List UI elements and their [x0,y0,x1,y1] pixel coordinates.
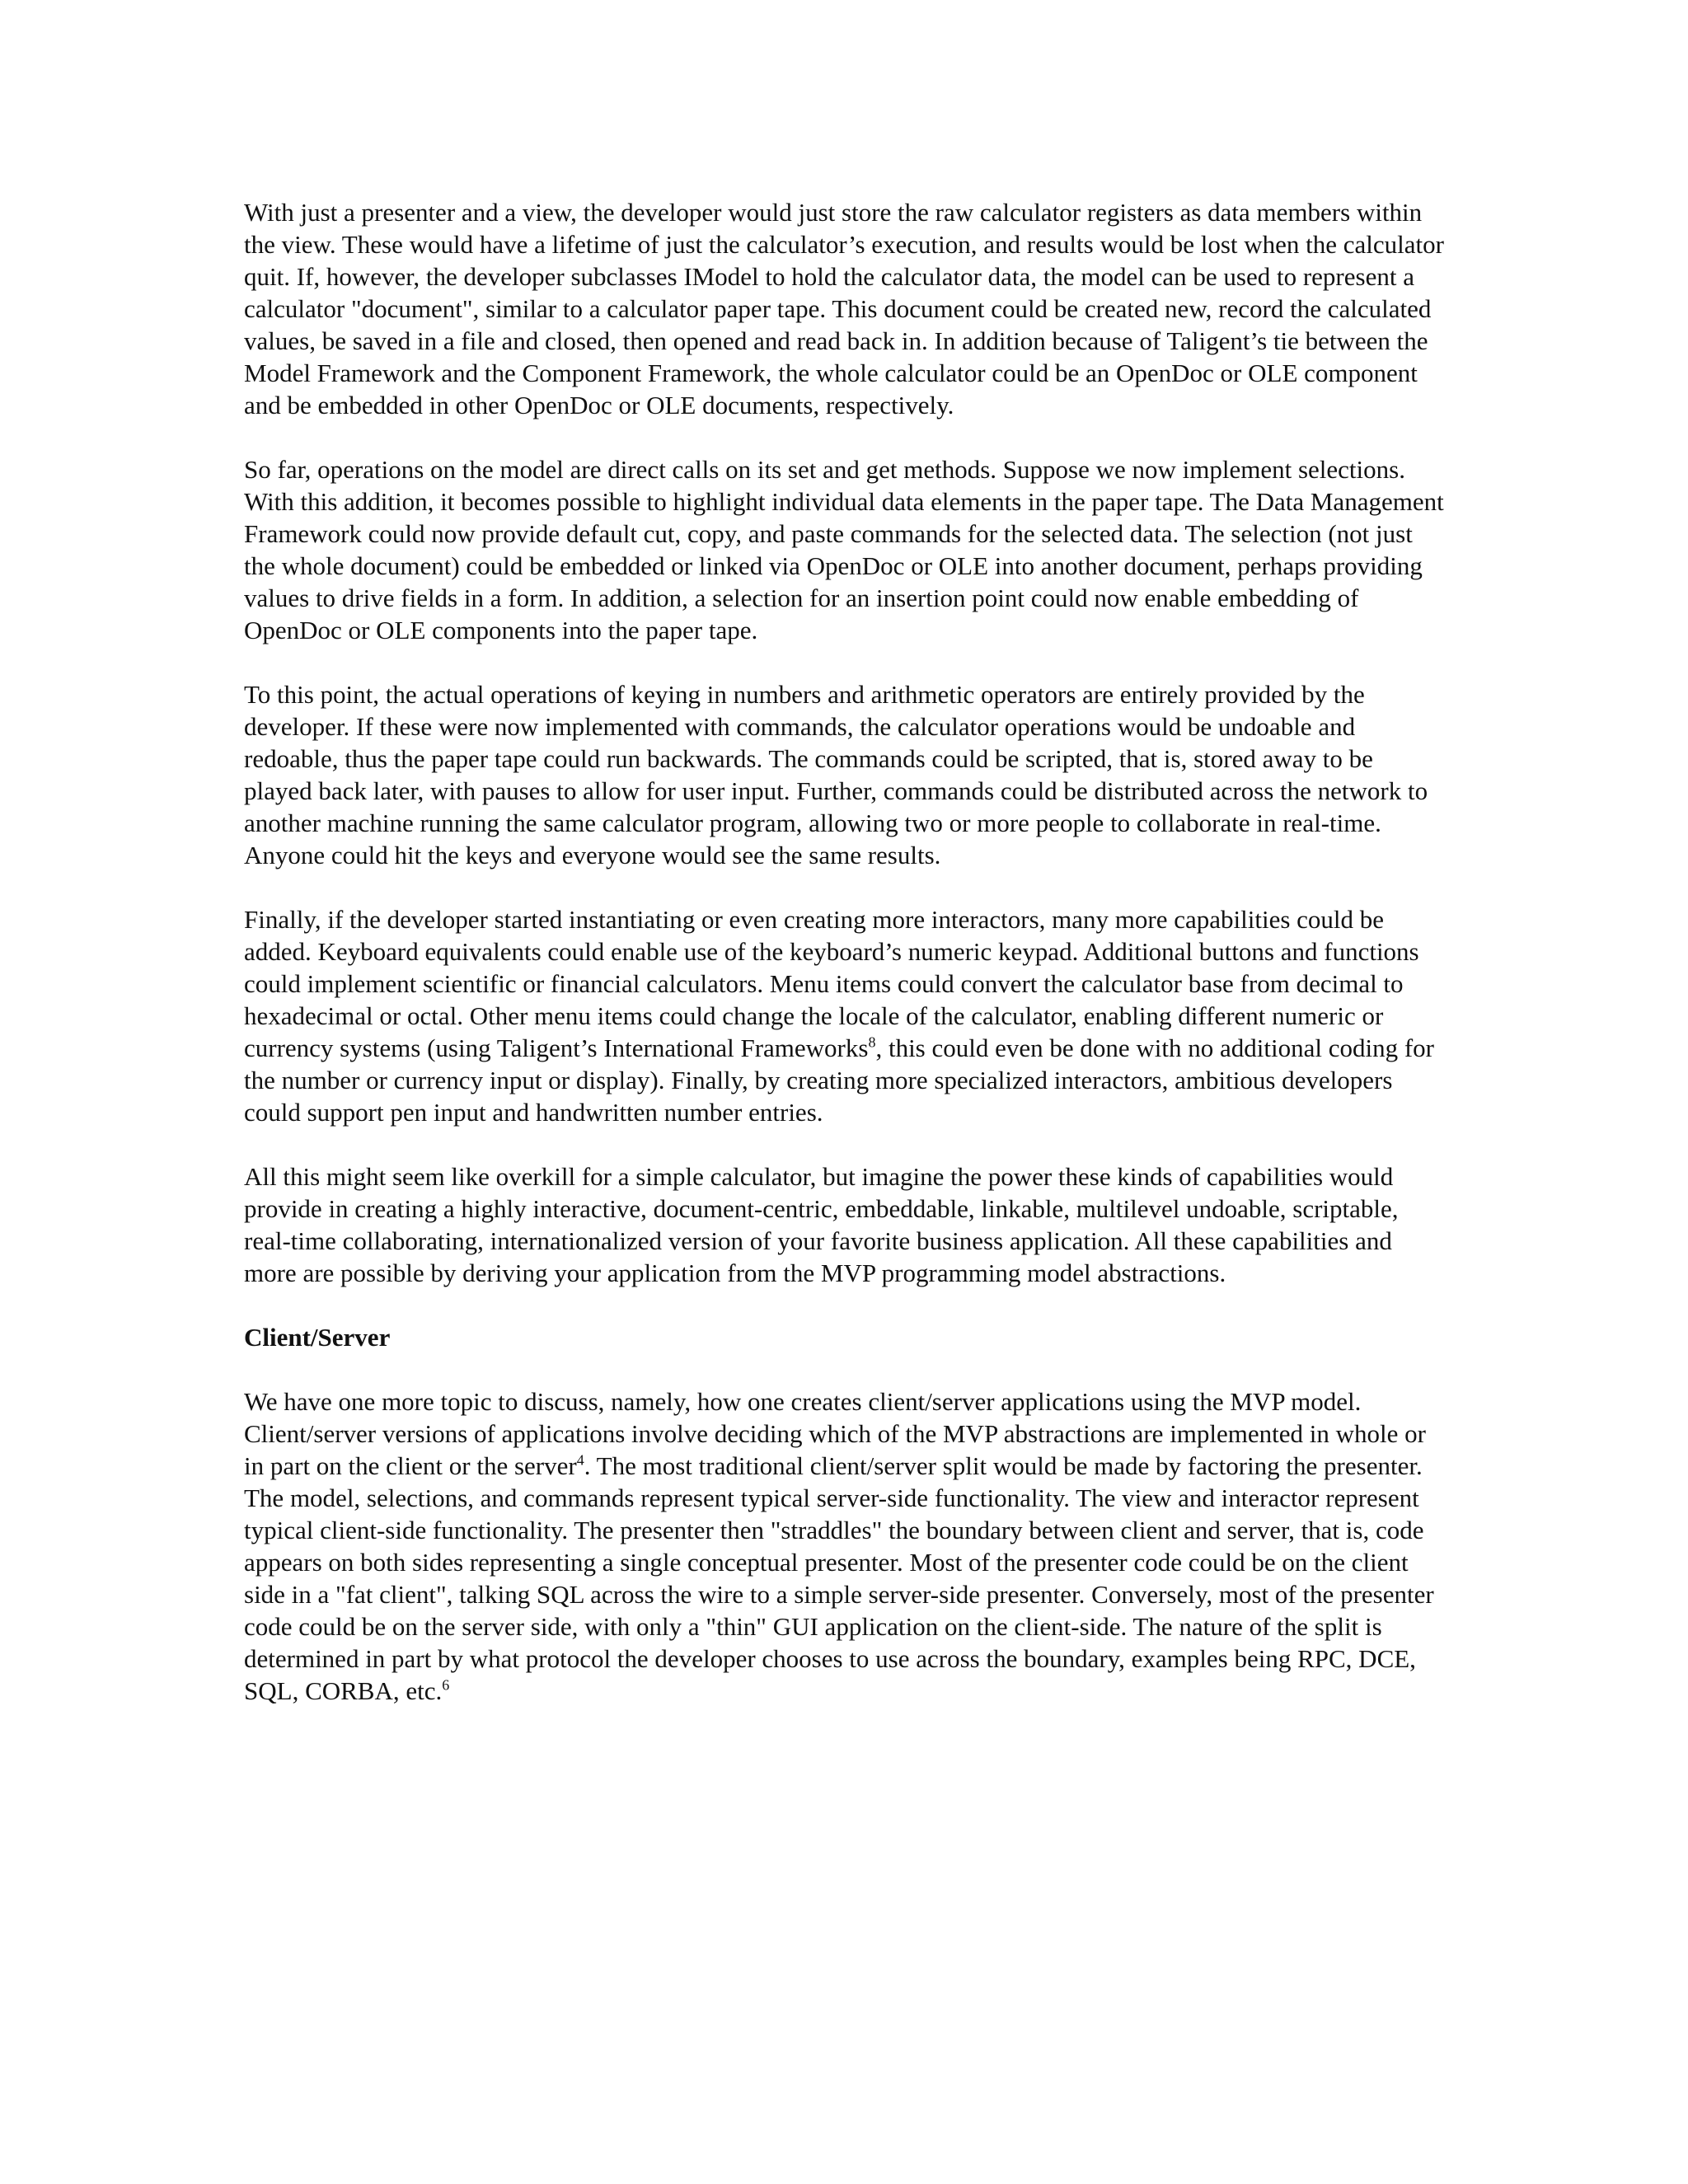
paragraph-interactors [244,903,1447,1128]
paragraph-summary [244,1160,1447,1289]
paragraph-model [244,196,1447,421]
footnote-ref: 4 [576,1451,584,1469]
paragraph-text: So far, operations on the model are direct calls on its set and get methods. Suppose we now implement selections. With this addition, it becomes possible to highlight individual data elements in the paper tape. The Data Management Framework could now provide default cut, copy, and paste commands for the selected data. The selection (not just the whole document) could be embedded or linked via OpenDoc or OLE into another document, perhaps providing values to drive fields in a form. In addition, a selection for an insertion point could now enable embedding of OpenDoc or OLE components into the paper tape. [244,455,1444,644]
section-heading: Client/Server [244,1323,391,1352]
document-page [244,196,1447,1739]
paragraph-commands [244,678,1447,871]
paragraph-text: . The most traditional client/server split would be made by factoring the presenter. The model, selections, and commands represent typical server-side functionality. The view and interactor represent typical client-side functionality. The presenter then "straddles" the boundary between client and server, that is, code appears on both sides representing a single conceptual presenter. Most of the presenter code could be on the client side in a "fat client", talking SQL across the wire to a simple server-side presenter. Conversely, most of the presenter code could be on the server side, with only a "thin" GUI application on the client-side. The nature of the split is determined in part by what protocol the developer chooses to use across the boundary, examples being RPC, DCE, SQL, CORBA, etc. [244,1451,1434,1705]
footnote-ref: 6 [442,1676,450,1694]
paragraph-selections [244,453,1447,646]
paragraph-text: All this might seem like overkill for a simple calculator, but imagine the power these kinds of capabilities would provide in creating a highly interactive, document-centric, embeddable, linkable, multilevel undoable, scriptable, real-time collaborating, internationalized version of your favorite business application. All these capabilities and more are possible by deriving your application from the MVP programming model abstractions. [244,1162,1399,1287]
paragraph-text: Finally, if the developer started instantiating or even creating more interactors, many more capabilities could be added. Keyboard equivalents could enable use of the keyboard’s numeric keypad. Additional buttons and functions could implement scientific or financial calculators. Menu items could convert the calculator base from decimal to hexadecimal or octal. Other menu items could change the locale of the calculator, enabling different numeric or currency systems (using Taligent’s International Frameworks [244,905,1419,1062]
paragraph-text: , this could even be done with no additional coding for the number or currency input or display). Finally, by creating more specialized interactors, ambitious developers could support pen input and handwritten number entries. [244,1033,1435,1127]
paragraph-text: We have one more topic to discuss, namely, how one creates client/server applications using the MVP model. Client/server versions of applications involve deciding which of the MVP abstractions are implemented in whole or in part on the client or the server [244,1387,1426,1480]
paragraph-text: With just a presenter and a view, the developer would just store the raw calculator registers as data members within the view. These would have a lifetime of just the calculator’s execution, and results would be lost when the calculator quit. If, however, the developer subclasses IModel to hold the calculator data, the model can be used to represent a calculator "document", similar to a calculator paper tape. This document could be created new, record the calculated values, be saved in a file and closed, then opened and read back in. In addition because of Taligent’s tie between the Model Framework and the Component Framework, the whole calculator could be an OpenDoc or OLE component and be embedded in other OpenDoc or OLE documents, respectively. [244,198,1444,419]
paragraph-client-server [244,1385,1447,1707]
paragraph-text: To this point, the actual operations of keying in numbers and arithmetic operators are entirely provided by the developer. If these were now implemented with commands, the calculator operations would be undoable and redoable, thus the paper tape could run backwards. The commands could be scripted, that is, stored away to be played back later, with pauses to allow for user input. Further, commands could be distributed across the network to another machine running the same calculator program, allowing two or more people to collaborate in real-time. Anyone could hit the keys and everyone would see the same results. [244,680,1428,869]
footnote-ref: 8 [868,1033,876,1051]
